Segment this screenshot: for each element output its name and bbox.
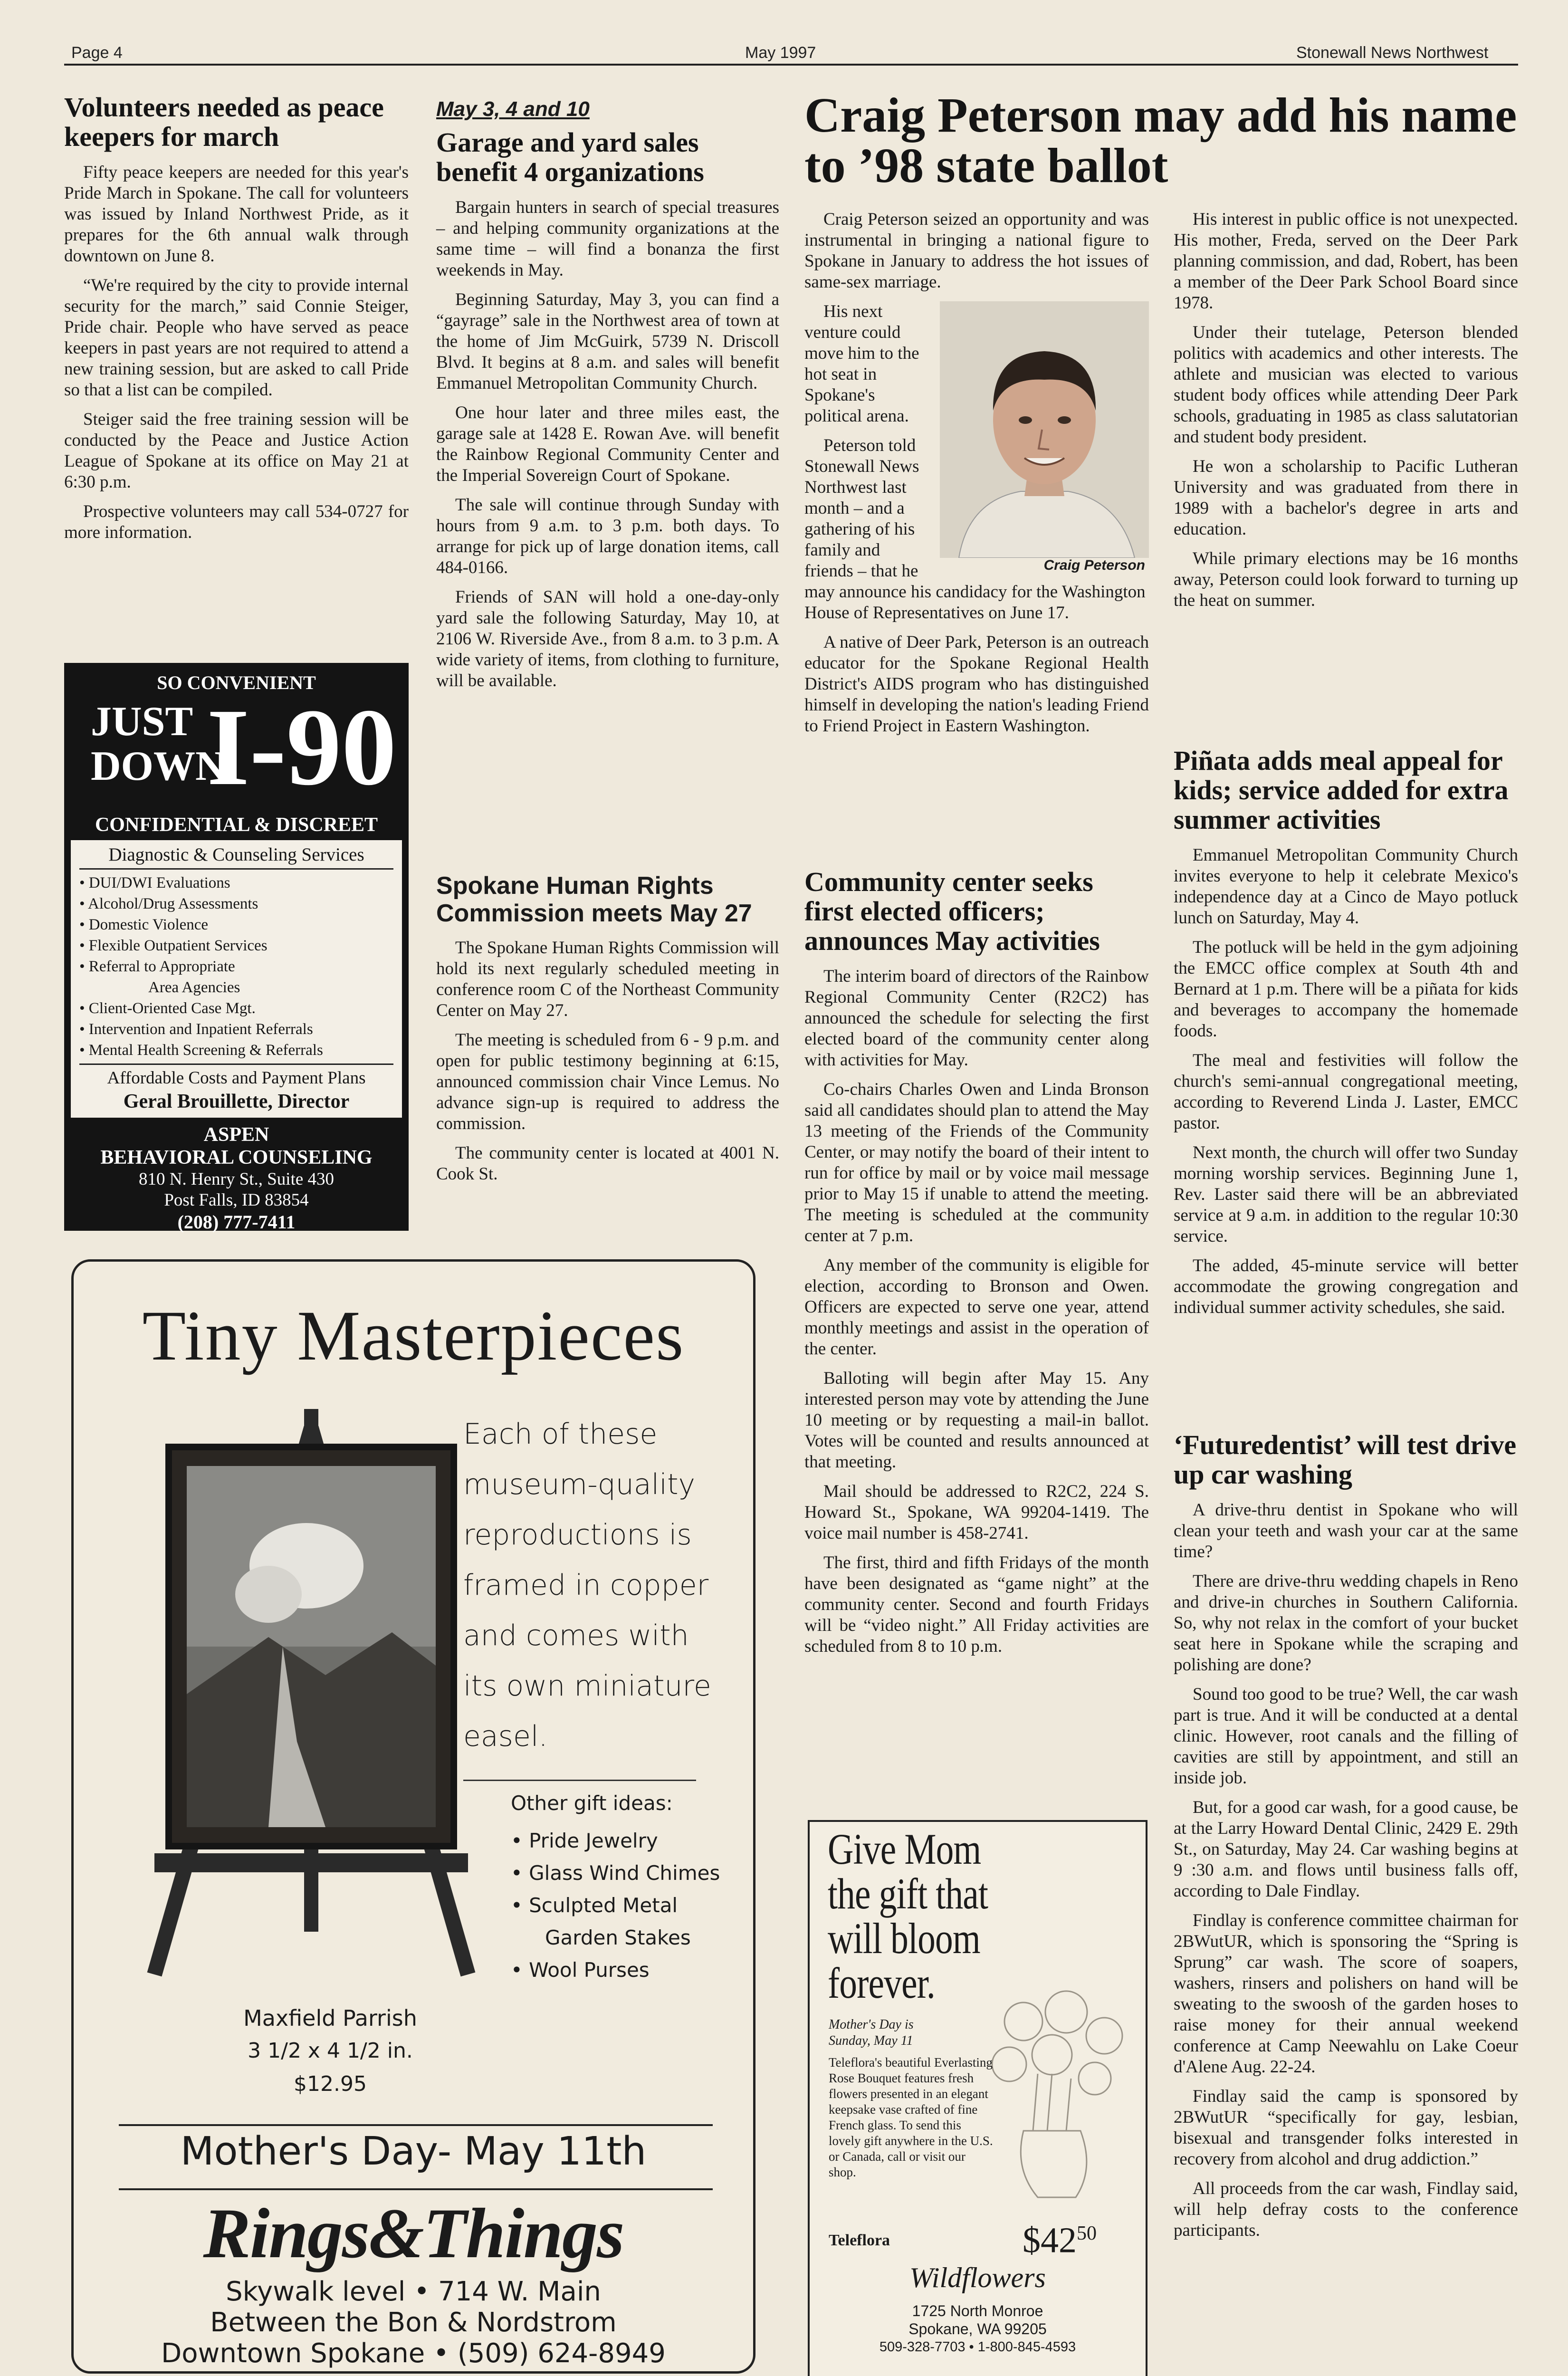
ad-service-item: • Flexible Outpatient Services: [79, 937, 268, 954]
ad-affordable: Affordable Costs and Payment Plans: [107, 1068, 366, 1088]
ad-name1: ASPEN: [203, 1124, 269, 1146]
volunteers-para: Fifty peace keepers are needed for this year's Pride March in Spokane. The call for volunteers was issued by Inland Northwest Pride, as it prepares for the 6th annual walk through downtown on June 8.: [64, 163, 409, 266]
tiny-masterpieces-ad: [71, 1259, 755, 2374]
community-article: [804, 867, 1149, 1666]
tiny-desc-line: its own miniature: [463, 1669, 711, 1703]
peterson-headline-box: [804, 90, 1517, 191]
garage-para: Friends of SAN will hold a one-day-only yard sale the following Saturday, May 10, at 2106 W. Riverside Ave., from 8 a.m. to 3 p.m. A wide variety of items, from clothing to furniture, will be available.: [436, 587, 779, 690]
peterson-right-para: While primary elections may be 16 months away, Peterson could look forward to turning up the heat on summer.: [1174, 549, 1518, 610]
dentist-para: A drive-thru dentist in Spokane who will clean your teeth and wash your car at the same time?: [1174, 1500, 1518, 1562]
garage-para: The sale will continue through Sunday with hours from 9 a.m. to 3 p.m. both days. To arrange for pick up of large donation items, call 484-0166.: [436, 495, 779, 577]
tiny-desc-line: and comes with: [463, 1619, 689, 1652]
peterson-right-para: His interest in public office is not unexpected. His mother, Freda, served on the Deer Park planning commission, and dad, Robert, has been a member of the Deer Park School Board since 1978.: [1174, 210, 1518, 313]
pinata-para: Emmanuel Metropolitan Community Church invites everyone to help it celebrate Mexico's independence day at a Cinco de Mayo potluck lunch on Saturday, May 4.: [1174, 845, 1518, 928]
rights-article: [436, 872, 779, 1193]
tiny-gift-item: • Pride Jewelry: [511, 1829, 658, 1852]
tiny-desc-line: reproductions is: [463, 1518, 692, 1552]
peterson-article-left: [804, 209, 1149, 745]
ad-name2: BEHAVIORAL COUNSELING: [100, 1147, 373, 1169]
peterson-para: A native of Deer Park, Peterson is an outreach educator for the Spokane Regional Health District's AIDS program who has distinguished himself in developing the nation's leading Friend to Friend Project in Eastern Washington.: [804, 632, 1149, 736]
ad-addr2: Post Falls, ID 83854: [164, 1190, 309, 1210]
ad-service-item: • Intervention and Inpatient Referrals: [79, 1021, 313, 1038]
ad-just: JUST: [91, 699, 193, 745]
ad-service-item: • Alcohol/Drug Assessments: [79, 895, 258, 912]
peterson-right-para: Under their tutelage, Peterson blended politics with academics and other interests. The athlete and musician was elected to various student body offices while attending Deer Park schools, graduating in 1985 as class salutatorian and student body president.: [1174, 323, 1518, 447]
community-para: Mail should be addressed to R2C2, 224 S. Howard St., Spokane, WA 99204-1419. The voice mail number is 458-2741.: [804, 1482, 1149, 1543]
garage-para: One hour later and three miles east, the garage sale at 1428 E. Rowan Ave. will benefit the Rainbow Regional Community Center and the Imperial Sovereign Court of Spokane.: [436, 403, 779, 485]
volunteers-para: Prospective volunteers may call 534-0727 for more information.: [64, 502, 409, 542]
community-para: Co-chairs Charles Owen and Linda Bronson said all candidates should plan to attend the May 13 meeting of the Friends of the Community Center, or may notify the board of their intent to run for office by mail or by voice mail message prior to May 15 if unable to attend the meeting. The meeting is scheduled at the community center at 7 p.m.: [804, 1080, 1149, 1245]
tiny-divider: [463, 1780, 696, 1781]
issue-date: May 1997: [745, 44, 816, 62]
page-number: Page 4: [71, 44, 123, 62]
tiny-artist: Maxfield Parrish: [243, 2005, 417, 2031]
mom-title-line: Give Mom: [828, 1825, 981, 1873]
garage-para: Bargain hunters in search of special treasures – and helping community organizations at the same time – will find a bonanza the first weekends in May.: [436, 198, 779, 280]
ad-confidential: CONFIDENTIAL & DISCREET: [95, 814, 378, 836]
ad-tagline: SO CONVENIENT: [157, 672, 316, 693]
rights-para: The community center is located at 4001 N. Cook St.: [436, 1143, 779, 1184]
ad-i90: I-90: [207, 686, 397, 808]
pinata-para: The potluck will be held in the gym adjoining the EMCC office complex at South 4th and Bernard at 1 p.m. There will be a piñata for kids and beverages to accompany the homemade foods.: [1174, 938, 1518, 1041]
peterson-lead: Craig Peterson seized an opportunity and was instrumental in bringing a national figure to Spokane in January to address the hot issues of same-sex marriage.: [804, 210, 1149, 292]
give-mom-ad: [808, 1820, 1147, 2376]
rings-things-logo: Rings&Things: [203, 2194, 624, 2273]
tiny-mothers-day: Mother's Day- May 11th: [180, 2129, 647, 2174]
mom-addr1: 1725 North Monroe: [912, 2302, 1043, 2319]
tiny-gift-item: • Glass Wind Chimes: [511, 1861, 720, 1885]
mom-title-line: the gift that: [828, 1869, 988, 1918]
mom-price-main: $42: [1023, 2220, 1077, 2261]
ad-service-item: • DUI/DWI Evaluations: [79, 874, 230, 891]
community-para: Any member of the community is eligible for election, according to Bronson and Owen. Officers are expected to serve one year, attend monthly meetings and assist in the operation of the center.: [804, 1255, 1149, 1359]
dentist-para: There are drive-thru wedding chapels in Reno and drive-in churches in Southern California. So, why not relax in the comfort of your bucket seat here in Spokane while the scraping and polishing are done?: [1174, 1571, 1518, 1675]
tiny-desc-line: Each of these: [463, 1418, 658, 1451]
peterson-photo-caption: Craig Peterson: [1043, 557, 1145, 573]
tiny-description: [463, 1409, 739, 1762]
rights-para: The meeting is scheduled from 6 - 9 p.m. and open for public testimony beginning at 6:15, announced commission chair Vince Lemus. No advance sign-up is required to address the commission.: [436, 1030, 779, 1133]
ad-services-list: [79, 872, 393, 1061]
tiny-gift-item: • Sculpted Metal: [511, 1894, 678, 1917]
mom-sub1: Mother's Day is: [829, 2017, 914, 2032]
tiny-desc-line: easel.: [463, 1720, 548, 1753]
teleflora-logo: Teleflora: [829, 2232, 890, 2249]
wildflowers-logo: Wildflowers: [909, 2262, 1046, 2293]
community-para: Balloting will begin after May 15. Any interested person may vote by attending the June 10 meeting or by requesting a mail-in ballot. Votes will be counted and results announced at that meeting.: [804, 1369, 1149, 1472]
peterson-wrap2: Peterson told Stonewall News Northwest last month – and a gathering of his family and friends – that he may announce his candidacy for the Washington House of Representatives on June 17.: [804, 436, 1146, 623]
mom-addr2: Spokane, WA 99205: [908, 2320, 1047, 2338]
mom-title-line: forever.: [828, 1959, 935, 2007]
tiny-price: $12.95: [294, 2072, 367, 2096]
ad-phone: (208) 777-7411: [177, 1211, 296, 1233]
community-headline: Community center seeks first elected officers; announces May activities: [804, 866, 1100, 956]
pinata-article: [1174, 746, 1518, 1327]
dentist-para: All proceeds from the car wash, Findlay said, will help defray costs to the conference participants.: [1174, 2179, 1518, 2240]
dentist-para: Findlay said the camp is sponsored by 2BWutUR “specifically for gay, lesbian, bisexual and transgender folks interested in recovery from alcohol and drug addiction.”: [1174, 2087, 1518, 2169]
tiny-gift-item: • Wool Purses: [511, 1958, 650, 1982]
mom-price: [1023, 2214, 1097, 2259]
aspect-ad: [64, 663, 409, 1231]
tiny-rule-bottom: [119, 2188, 713, 2190]
tiny-addr2: Between the Bon & Nordstrom: [210, 2307, 617, 2338]
tiny-desc-line: framed in copper: [463, 1569, 709, 1602]
tiny-gift-item: Garden Stakes: [545, 1926, 691, 1949]
tiny-gift-list: [511, 1825, 720, 1986]
mom-title-line: will bloom: [828, 1914, 980, 1963]
ad-addr1: 810 N. Henry St., Suite 430: [138, 1169, 335, 1189]
dentist-para: But, for a good car wash, for a good cause, be at the Larry Howard Dental Clinic, 2429 E. 29th St., on Saturday, May 24. Car washing begins at 9 :30 a.m. and flows until business falls off, according to Dale Findlay.: [1174, 1798, 1518, 1901]
pinata-para: Next month, the church will offer two Sunday morning worship services. Beginning June 1, Rev. Laster said there will be an abbreviated service at 9 a.m. in addition to the regular 10:30 service.: [1174, 1143, 1518, 1246]
mom-title: [828, 1827, 988, 2005]
header-rule: [64, 64, 1518, 66]
peterson-photo: [940, 301, 1149, 575]
ad-services-title: Diagnostic & Counseling Services: [108, 844, 364, 865]
ad-director: Geral Brouillette, Director: [123, 1091, 350, 1112]
peterson-portrait-icon: [940, 301, 1149, 558]
dentist-article: [1174, 1430, 1518, 2250]
dentist-headline: ‘Futuredentist’ will test drive up car washing: [1174, 1429, 1517, 1490]
peterson-right-para: He won a scholarship to Pacific Lutheran University and was graduated from there in 1989 with a bachelor's degree in arts and education.: [1174, 457, 1518, 539]
volunteers-para: Steiger said the free training session will be conducted by the Peace and Justice Action League of Spokane at its office on May 21 at 6:30 p.m.: [64, 410, 409, 492]
easel-painting-icon: [126, 1409, 497, 1979]
tiny-size: 3 1/2 x 4 1/2 in.: [248, 2039, 413, 2063]
volunteers-headline: Volunteers needed as peace keepers for march: [64, 92, 384, 152]
ad-service-item: • Domestic Violence: [79, 916, 209, 933]
tiny-addr3: Downtown Spokane • (509) 624-8949: [161, 2338, 666, 2369]
ad-service-item: • Mental Health Screening & Referrals: [79, 1042, 323, 1059]
tiny-other-ideas: Other gift ideas:: [511, 1792, 673, 1815]
rights-headline: Spokane Human Rights Commission meets May 27: [436, 872, 752, 927]
garage-para: Beginning Saturday, May 3, you can find a “gayrage” sale in the Northwest area of town at the home of Jim McGuirk, 5739 N. Driscoll Blvd. It begins at 8 a.m. and sales will benefit Emmanuel Metropolitan Community Church.: [436, 290, 779, 393]
tiny-addr1: Skywalk level • 714 W. Main: [226, 2276, 601, 2307]
mom-phone: 509-328-7703 • 1-800-845-4593: [879, 2339, 1076, 2355]
volunteers-para: “We're required by the city to provide internal security for the march,” said Connie Steiger, Pride chair. People who have served as peace keepers in past years are not required to attend a new training session, but are asked to call Pride so that a list can be compiled.: [64, 276, 409, 400]
mom-body: Teleflora's beautiful Everlasting Rose Bouquet features fresh flowers presented in an elegant keepsake vase crafted of fine French glass. To send this lovely gift anywhere in the U.S. or Canada, call or visit our shop.: [829, 2055, 993, 2179]
tiny-title: Tiny Masterpieces: [142, 1296, 685, 1375]
mom-sub2: Sunday, May 11: [829, 2033, 913, 2048]
pinata-para: The added, 45-minute service will better accommodate the growing congregation and individual summer activity schedules, she said.: [1174, 1256, 1518, 1317]
ad-services-box: [71, 840, 402, 1118]
peterson-wrap: His next venture could move him to the hot seat in Spokane's political arena.: [804, 302, 919, 426]
dentist-para: Findlay is conference committee chairman for 2BWutUR, which is sponsoring the “Spring is Sprung” car wash. The score of soapers, washers, rinsers and polishers on hand will be sweating to the swoosh of the garden hoses to raise money for their annual weekend conference at Camp Neewahlu on Lake Coeur d'Alene Aug. 22-24.: [1174, 1911, 1518, 2077]
volunteers-article: [64, 93, 409, 552]
community-para: The interim board of directors of the Rainbow Regional Community Center (R2C2) has announced the schedule for selecting the first elected board of the community center along with activities for May.: [804, 967, 1149, 1070]
community-para: The first, third and fifth Fridays of the month have been designated as “game night” at the community center. Second and fourth Fridays will be “video night.” All Friday activities are scheduled from 8 to 10 p.m.: [804, 1553, 1149, 1656]
garage-article: [436, 97, 779, 700]
ad-service-item: Area Agencies: [148, 979, 240, 996]
garage-headline: Garage and yard sales benefit 4 organizations: [436, 127, 704, 187]
ad-down: DOWN: [91, 743, 226, 789]
pinata-headline: Piñata adds meal appeal for kids; service added for extra summer activities: [1174, 745, 1509, 835]
pinata-para: The meal and festivities will follow the church's semi-annual congregational meeting, according to Reverend Linda J. Laster, EMCC pastor.: [1174, 1051, 1518, 1133]
ad-service-item: • Client-Oriented Case Mgt.: [79, 1000, 256, 1017]
paper-name: Stonewall News Northwest: [1296, 44, 1489, 62]
ad-service-item: • Referral to Appropriate: [79, 958, 235, 975]
rights-para: The Spokane Human Rights Commission will hold its next regularly scheduled meeting in conference room C of the Northeast Community Center on May 27.: [436, 938, 779, 1020]
garage-kicker: May 3, 4 and 10: [436, 97, 590, 121]
dentist-para: Sound too good to be true? Well, the car wash part is true. And it will be conducted at a dental clinic. However, root canals and the filling of cavities are still by appointment, and still an inside job.: [1174, 1685, 1518, 1788]
tiny-rule-top: [119, 2124, 713, 2126]
peterson-headline: Craig Peterson may add his name to ’98 state ballot: [804, 88, 1517, 193]
peterson-article-right: [1174, 209, 1518, 620]
tiny-desc-line: museum-quality: [463, 1468, 696, 1501]
mom-price-cents: 50: [1077, 2223, 1097, 2244]
